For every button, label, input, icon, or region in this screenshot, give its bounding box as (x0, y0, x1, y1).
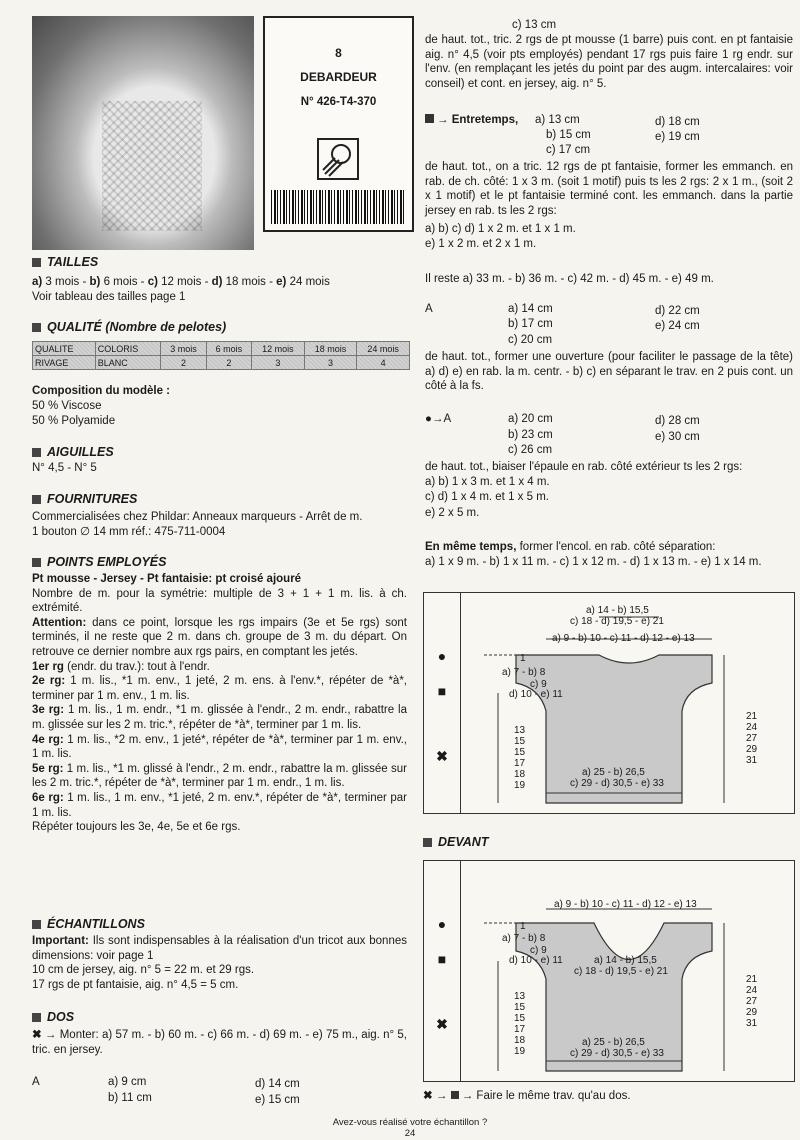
meme-temps-paragraph: En même temps, former l'encol. en rab. côté séparation: a) 1 x 9 m. - b) 1 x 11 m. - c) 1 x 12 m. - d) 1 x 13 m. - e) 1 x 14 m. (425, 541, 762, 568)
repeat-note: Répéter toujours les 3e, 4e, 5e et 6e rgs. (32, 821, 241, 834)
important-paragraph: Important: Ils sont indispensables à la réalisation d'un tricot aux bonnes dimensions: voir page 1 (32, 935, 407, 962)
composition-heading: Composition du modèle : (32, 385, 170, 397)
points-subtitle: Pt mousse - Jersey - Pt fantaisie: pt croisé ajouré (32, 573, 302, 585)
table-cell: RIVAGE (33, 356, 96, 370)
yarn-ball-logo-icon (317, 138, 359, 180)
qualite-heading: QUALITÉ (Nombre de pelotes) (32, 320, 226, 334)
diagram-label: c) 18 - d) 19,5 - e) 21 (570, 616, 664, 627)
diagram-label: c) 29 - d) 30,5 - e) 33 (570, 1048, 664, 1059)
table-cell: 24 mois (357, 342, 410, 356)
size-value: d) 28 cm (655, 415, 700, 427)
table-cell: 3 (304, 356, 357, 370)
dos-diagram (423, 592, 795, 814)
row-instruction: 1er rg (endr. du trav.): tout à l'endr. (32, 660, 210, 673)
devant-diagram (423, 860, 795, 1082)
row-instruction: 3e rg: 1 m. lis., 1 m. endr., *1 m. glissée à l'endr., 2 m. endr., rabattre la m. glissée sur les 2 m. tric.*, répéter de *à*, terminer par 1 m. lis. (32, 704, 407, 731)
diagram-label: a) 9 - b) 10 - c) 11 - d) 12 - e) 13 (554, 899, 697, 910)
devant-heading: DEVANT (423, 835, 488, 849)
table-cell: BLANC (95, 356, 161, 370)
square-icon: ■ (437, 951, 447, 967)
cross-icon: ✖ (32, 1029, 42, 1041)
table-cell: 12 mois (252, 342, 305, 356)
size-value: d) 22 cm (655, 305, 700, 317)
diagram-left-column: 13 15 15 17 18 19 (514, 725, 526, 791)
circle-icon: ● (437, 916, 447, 932)
aiguilles-heading: AIGUILLES (32, 445, 114, 459)
size-value: e) 19 cm (655, 131, 700, 143)
diagram-label: d) 10 - e) 11 (509, 689, 563, 700)
table-cell: 6 mois (206, 342, 251, 356)
size-value: c) 20 cm (508, 334, 553, 346)
a-label: A (425, 303, 433, 315)
cross-icon: ✖ (436, 748, 448, 764)
dos-paragraph-1: de haut. tot., tric. 2 rgs de pt mousse (1 barre) puis cont. en pt fantaisie aig. n° 4,5 (voir pts employés) pendant 17 rgs puis faire 1 rg endr. sur l'env. (en remplaçant les jetés du point par des augm. intercalaires: voir conseil) et cont. en jersey, aig. n° 5. (425, 34, 793, 90)
diagram-right-column: 21 24 27 29 31 (746, 974, 758, 1029)
diagram-label: d) 10 - e) 11 (509, 955, 563, 966)
echantillons-heading: ÉCHANTILLONS (32, 917, 145, 931)
composition-line: 50 % Polyamide (32, 415, 116, 427)
echantillon-line: 17 rgs de pt fantaisie, aig. n° 4,5 = 5 cm. (32, 978, 239, 991)
page-number: 24 (404, 1128, 416, 1139)
cross-icon: ✖ (423, 1090, 433, 1102)
diagram-label: c) 18 - d) 19,5 - e) 21 (574, 966, 668, 977)
size-value: e) 30 cm (655, 431, 700, 443)
dos-a-label: A (32, 1076, 40, 1088)
shoulder-line: a) b) 1 x 3 m. et 1 x 4 m. (425, 476, 550, 488)
table-cell: 2 (161, 356, 206, 370)
dos-paragraph-2: de haut. tot., on a tric. 12 rgs de pt fantaisie, former les emmanch. en rab. de ch. côté: 1 x 3 m. (soit 1 motif) puis ts les 2 rgs: 2 x 1 m., (soit 2 x 1 motif) et le pt fantaisie terminé cont. les emmanch. dans la partie jersey en rab. ts les 2 rgs: (425, 161, 793, 217)
tailles-note: Voir tableau des tailles page 1 (32, 291, 186, 303)
table-cell: 3 mois (161, 342, 206, 356)
pattern-number: 8 (335, 46, 342, 60)
diagram-label: 1 (520, 921, 526, 932)
size-value: b) 17 cm (508, 318, 553, 330)
size-value: e) 15 cm (255, 1094, 300, 1106)
dos-heading: DOS (32, 1010, 74, 1024)
size-value: c) 13 cm (512, 19, 557, 31)
size-value: b) 11 cm (108, 1092, 152, 1104)
square-icon (451, 1091, 459, 1099)
composition-line: 50 % Viscose (32, 400, 102, 412)
table-cell: 3 (252, 356, 305, 370)
row-instruction: 4e rg: 1 m. lis., *2 m. env., 1 jeté*, répéter de *à*, terminer par 1 m. env., 1 m. lis. (32, 733, 407, 761)
table-cell: COLORIS (95, 342, 161, 356)
diagram-label: a) 25 - b) 26,5 (582, 767, 645, 778)
size-value: a) 13 cm (535, 114, 580, 126)
diagram-label: c) 9 (530, 679, 547, 690)
tailles-line: a) 3 mois - b) 6 mois - c) 12 mois - d) 18 mois - e) 24 mois (32, 276, 330, 288)
diagram-label: a) 14 - b) 15,5 (586, 605, 649, 616)
table-row (33, 356, 410, 370)
diagram-label: c) 29 - d) 30,5 - e) 33 (570, 778, 664, 789)
table-row (33, 342, 410, 356)
size-value: e) 24 cm (655, 320, 700, 332)
circle-icon: ● (437, 648, 447, 664)
dos-paragraph-4: de haut. tot., biaiser l'épaule en rab. côté extérieur ts les 2 rgs: (425, 461, 743, 473)
faire-meme-note: ✖ → → Faire le même trav. qu'au dos. (423, 1090, 631, 1102)
size-value: a) 14 cm (508, 303, 553, 315)
table-cell: 2 (206, 356, 251, 370)
entretemps-label: → Entretemps, (425, 113, 518, 128)
diagram-label: a) 9 - b) 10 - c) 11 - d) 12 - e) 13 (552, 633, 695, 644)
fournitures-line: 1 bouton ∅ 14 mm réf.: 475-711-0004 (32, 526, 226, 538)
dos-paragraph-3: de haut. tot., former une ouverture (pour faciliter le passage de la tête) a) d) e) en rab. la m. centr. - b) c) en séparant le trav. en 2 puis cont. un côté à la fs. (425, 351, 793, 393)
size-value: d) 18 cm (655, 116, 700, 128)
attention-paragraph: Attention: dans ce point, lorsque les rgs impairs (3e et 5e rgs) sont terminés, il ne reste que 2 m. dans ch. groupe de 3 m. du départ. On retrouve ce dernier nombre aux rgs pairs, en comptant les jetés. (32, 616, 407, 658)
fournitures-line: Commercialisées chez Phildar: Anneaux marqueurs - Arrêt de m. (32, 511, 363, 523)
footer-question: Avez-vous réalisé votre échantillon ? (332, 1117, 488, 1128)
size-value: c) 17 cm (546, 144, 591, 156)
pattern-ref: N° 426-T4-370 (300, 96, 377, 108)
square-icon: ■ (437, 683, 447, 699)
diagram-label: a) 7 - b) 8 (502, 933, 546, 944)
pattern-name: DEBARDEUR (300, 70, 377, 84)
diagram-label: 1 (520, 653, 526, 664)
size-value: b) 15 cm (546, 129, 591, 141)
size-value: b) 23 cm (508, 429, 553, 441)
model-photo (32, 16, 254, 250)
points-body (32, 572, 407, 835)
decrease-line: a) b) c) d) 1 x 2 m. et 1 x 1 m. (425, 223, 576, 235)
diagram-left-column: 13 15 15 17 18 19 (514, 991, 526, 1057)
row-instruction: 5e rg: 1 m. lis., *1 m. glissé à l'endr., 2 m. endr., rabattre la m. glissée sur les 2 m. tric.*, répéter de *à*, terminer par 1 m. endr., 1 m. lis. (32, 762, 407, 790)
table-cell: 18 mois (304, 342, 357, 356)
row-instruction: 6e rg: 1 m. lis., 1 m. env., *1 jeté, 2 m. env.*, répéter de *à*, terminer par 1 m. lis. (32, 791, 407, 819)
fournitures-heading: FOURNITURES (32, 492, 137, 506)
table-cell: QUALITE (33, 342, 96, 356)
decrease-line: e) 1 x 2 m. et 2 x 1 m. (425, 238, 537, 250)
circle-arrow-label: ●→A (425, 413, 452, 425)
remaining-stitches: Il reste a) 33 m. - b) 36 m. - c) 42 m. - d) 45 m. - e) 49 m. (425, 273, 714, 285)
cross-icon: ✖ (436, 1016, 448, 1032)
shoulder-line: c) d) 1 x 4 m. et 1 x 5 m. (425, 491, 549, 503)
size-value: c) 26 cm (508, 444, 553, 456)
row-instruction: 2e rg: 1 m. lis., *1 m. env., 1 jeté, 2 m. ens. à l'env.*, répéter de *à*, terminer par 1 m. env., 1 m. lis. (32, 675, 407, 702)
diagram-label: a) 14 - b) 15,5 (594, 955, 657, 966)
barcode (271, 190, 404, 224)
diagram-label: a) 25 - b) 26,5 (582, 1037, 645, 1048)
echantillon-line: 10 cm de jersey, aig. n° 5 = 22 m. et 29 rgs. (32, 964, 255, 977)
size-value: a) 9 cm (108, 1076, 147, 1088)
aiguilles-text: N° 4,5 - N° 5 (32, 462, 97, 474)
shoulder-line: e) 2 x 5 m. (425, 507, 480, 519)
size-value: a) 20 cm (508, 413, 553, 425)
diagram-label: c) 9 (530, 945, 547, 956)
diagram-label: a) 7 - b) 8 (502, 667, 546, 678)
points-heading: POINTS EMPLOYÉS (32, 555, 166, 569)
tailles-heading: TAILLES (32, 255, 98, 269)
points-intro: Nombre de m. pour la symétrie: multiple de 3 + 1 + 1 m. lis. à ch. extrémité. (32, 587, 407, 615)
diagram-right-column: 21 24 27 29 31 (746, 711, 758, 766)
table-cell: 4 (357, 356, 410, 370)
size-value: d) 14 cm (255, 1078, 300, 1090)
dos-monter: ✖ → Monter: a) 57 m. - b) 60 m. - c) 66 m. - d) 69 m. - e) 75 m., aig. n° 5, tric. en jersey. (32, 1029, 407, 1056)
quality-table (32, 341, 410, 370)
pattern-info-box (263, 16, 414, 232)
echantillons-body (32, 934, 407, 992)
